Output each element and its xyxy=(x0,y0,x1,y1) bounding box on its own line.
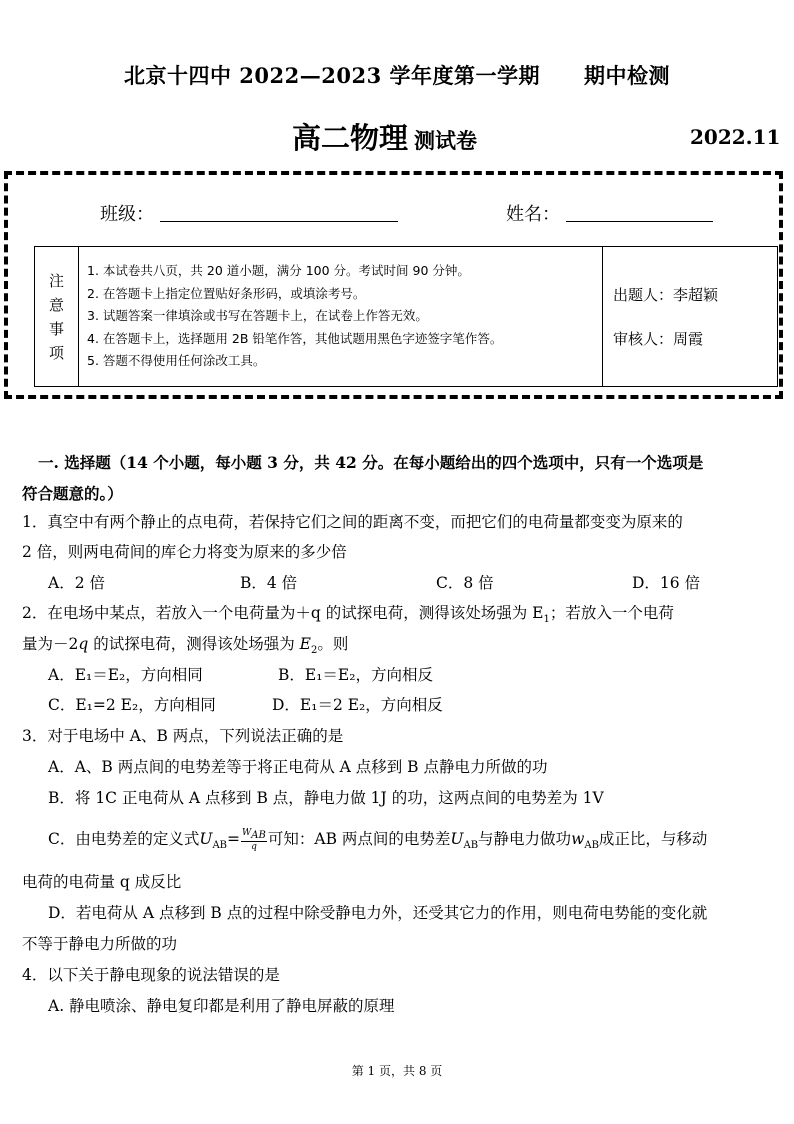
notes-list xyxy=(79,247,603,387)
q2-line2: 量为－2q 的试探电荷，测得该处场强为 $E_2$。则 xyxy=(22,635,349,657)
note-item: 2. 在答题卡上指定位置贴好条形码，或填涂考号。 xyxy=(87,285,366,301)
note-item: 3. 试题答案一律填涂或书写在答题卡上，在试卷上作答无效。 xyxy=(87,308,428,324)
q4-option-a: A. 静电喷涂、静电复印都是利用了静电屏蔽的原理 xyxy=(48,997,395,1015)
q3-option-c: C．由电势差的定义式$U_{AB}=$ $\frac{W_{AB}}{q}$ 可知：AB 两点间的电势差$U_{AB}$与静电力做功$w_{AB}$成正比，与移动 xyxy=(48,828,708,852)
formula-fraction: $\frac{W_{AB}}{q}$ xyxy=(242,828,266,852)
q2-line1: 2．在电场中某点，若放入一个电荷量为＋q 的试探电荷，测得该处场强为 $E_1$；若放入一个电荷 xyxy=(22,604,674,626)
school-line: 北京十四中 2022—2023 学年度第一学期 xyxy=(123,63,540,88)
q3-option-a: A．A、B 两点间的电势差等于将正电荷从 A 点移到 B 点静电力所做的功 xyxy=(48,758,548,776)
reviewer: 审核人：周霞 xyxy=(613,329,704,348)
name-field[interactable] xyxy=(566,221,713,222)
exam-date: 2022.11 xyxy=(690,125,781,149)
q2-option-a: A．E₁＝E₂，方向相同 xyxy=(48,666,203,684)
page-number: 第 1 页，共 8 页 xyxy=(351,1064,443,1078)
q2-option-b: B．E₁＝E₂，方向相反 xyxy=(278,666,433,684)
section-1-line1: 一. 选择题（14 个小题，每小题 3 分，共 42 分。在每小题给出的四个选项中，只有一个选项是 xyxy=(38,453,704,472)
q4-stem: 4．以下关于静电现象的说法错误的是 xyxy=(22,966,280,984)
note-item: 5. 答题不得使用任何涂改工具。 xyxy=(87,353,266,369)
q2-option-c: C．E₁=2 E₂，方向相同 xyxy=(48,696,216,714)
author: 出题人：李超颖 xyxy=(613,285,719,304)
notes-credits xyxy=(603,247,778,387)
subject-title xyxy=(292,116,477,157)
q2-option-d: D．E₁＝2 E₂，方向相反 xyxy=(272,696,443,714)
q3-stem: 3．对于电场中 A、B 两点，下列说法正确的是 xyxy=(22,727,344,745)
q1-option-d: D．16 倍 xyxy=(632,574,701,592)
q3-option-d-line1: D．若电荷从 A 点移到 B 点的过程中除受静电力外，还受其它力的作用，则电荷电势能的变化就 xyxy=(48,904,708,922)
q1-line2: 2 倍，则两电荷间的库仑力将变为原来的多少倍 xyxy=(22,543,347,561)
exam-name: 期中检测 xyxy=(584,63,670,88)
name-label: 姓名： xyxy=(506,204,560,225)
notes-table xyxy=(34,246,778,387)
q1-option-a: A．2 倍 xyxy=(48,574,105,592)
subject: 高二物理 xyxy=(292,121,409,155)
q1-option-b: B．4 倍 xyxy=(240,574,298,592)
q3-option-d-line2: 不等于静电力所做的功 xyxy=(22,935,178,953)
notes-header: 注 意 事 项 xyxy=(35,247,79,387)
paper-type: 测试卷 xyxy=(414,128,478,153)
q3-option-b: B．将 1C 正电荷从 A 点移到 B 点，静电力做 1J 的功，这两点间的电势差为 1V xyxy=(48,789,604,807)
q3-option-c-line2: 电荷的电荷量 q 成反比 xyxy=(22,873,182,891)
note-item: 4. 在答题卡上，选择题用 2B 铅笔作答，其他试题用黑色字迹签字笔作答。 xyxy=(87,330,503,346)
school-exam-title xyxy=(0,60,794,90)
q1-line1: 1．真空中有两个静止的点电荷，若保持它们之间的距离不变，而把它们的电荷量都变变为原来的 xyxy=(22,513,683,531)
class-field[interactable] xyxy=(160,221,398,222)
class-label: 班级： xyxy=(100,204,154,225)
section-1-line2: 符合题意的。） xyxy=(22,484,123,503)
q1-option-c: C．8 倍 xyxy=(436,574,494,592)
note-item: 1. 本试卷共八页，共 20 道小题，满分 100 分。考试时间 90 分钟。 xyxy=(87,263,470,279)
